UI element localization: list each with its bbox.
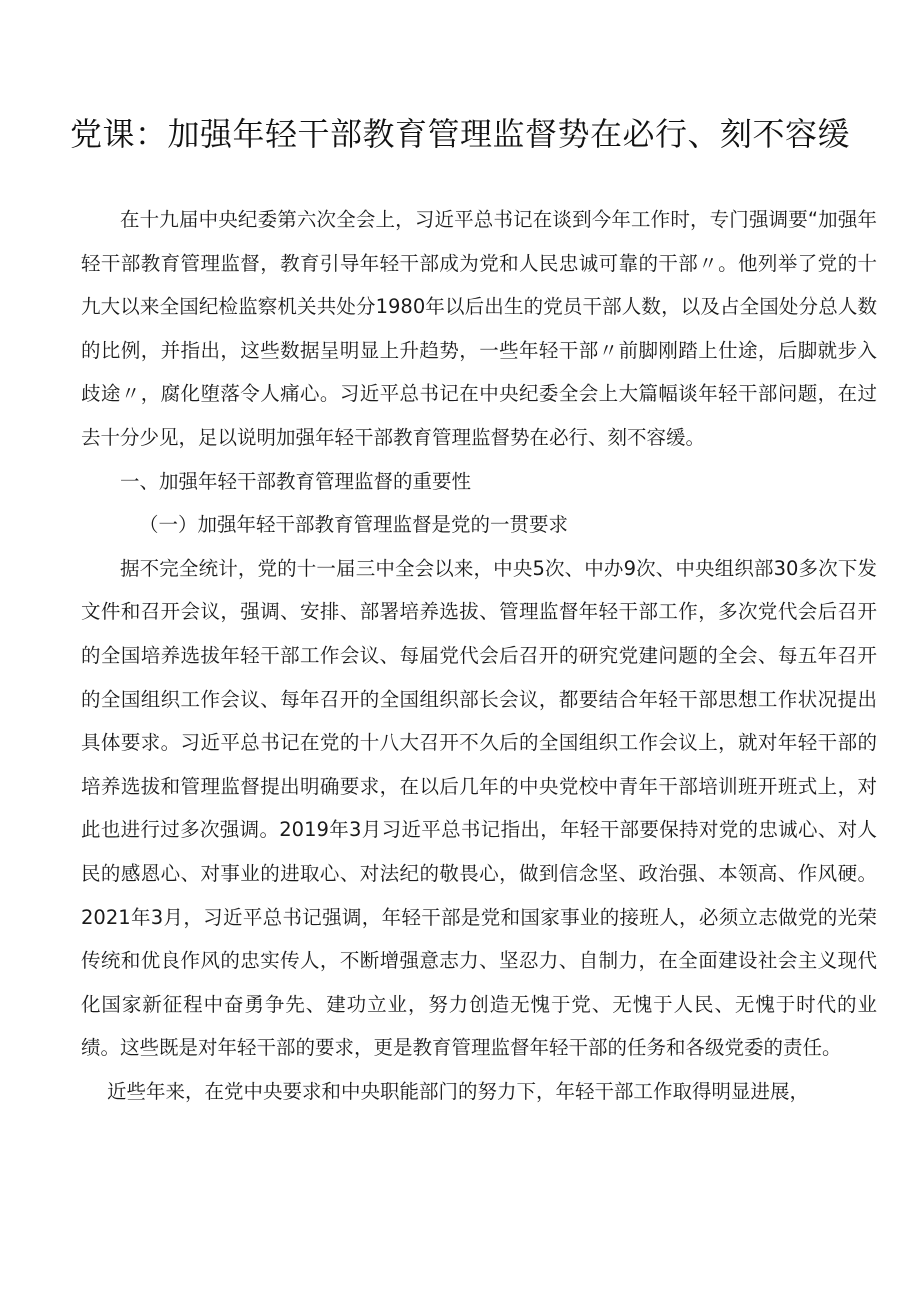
subsection-heading: （一）加强年轻干部教育管理监督是党的一贯要求 [139, 513, 569, 537]
paragraph-statistics: 据不完全统计，党的十一届三中全会以来，中央5次、中办9次、中央组织部30多次下发文件和召开会议，强调、安排、部署培养选拔、管理监督年轻干部工作，多次党代会后召开的全国培养选拔年轻干部工作会议、每届党代会后召开的研究党建问题的全会、每五年召开的全国组织工作会议、每年召开的全国组织部长会议，都要结合年轻干部思想工作状况提出具体要求。习近平总书记在党的十八大召开不久后的全国组织工作会议上，就对年轻干部的培养选拔和管理监督提出明确要求，在以后几年的中央党校中青年干部培训班开班式上，对此也进行过多次强调。2019年3月习近平总书记指出，年轻干部要保持对党的忠诚心、对人民的感恩心、对事业的进取心、对法纪的敬畏心，做到信念坚、政治强、本领高、作风硬。2021年3月，习近平总书记强调，年轻干部是党和国家事业的接班人，必须立志做党的光荣传统和优良作风的忠实传人，不断增强意志力、坚忍力、自制力，在全面建设社会主义现代化国家新征程中奋勇争先、建功立业，努力创造无愧于党、无愧于人民、无愧于时代的业绩。这些既是对年轻干部的要求，更是教育管理监督年轻干部的任务和各级党委的责任。 [81, 556, 877, 1060]
document-body [81, 198, 877, 1113]
paragraph-intro: 在十九届中央纪委第六次全会上，习近平总书记在谈到今年工作时，专门强调要“加强年轻干部教育管理监督，教育引导年轻干部成为党和人民忠诚可靠的干部〃。他列举了党的十九大以来全国纪检监察机关共处分1980年以后出生的党员干部人数，以及占全国处分总人数的比例，并指出，这些数据呈明显上升趋势，一些年轻干部〃前脚刚踏上仕途，后脚就步入歧途〃，腐化堕落令人痛心。习近平总书记在中央纪委全会上大篇幅谈年轻干部问题，在过去十分少见，足以说明加强年轻干部教育管理监督势在必行、刻不容缓。 [81, 208, 877, 449]
section-heading: 一、加强年轻干部教育管理监督的重要性 [120, 469, 472, 493]
document-title: 党课：加强年轻干部教育管理监督势在必行、刻不容缓 [70, 115, 851, 153]
paragraph-progress: 近些年来，在党中央要求和中央职能部门的努力下，年轻干部工作取得明显进展， [107, 1079, 810, 1103]
